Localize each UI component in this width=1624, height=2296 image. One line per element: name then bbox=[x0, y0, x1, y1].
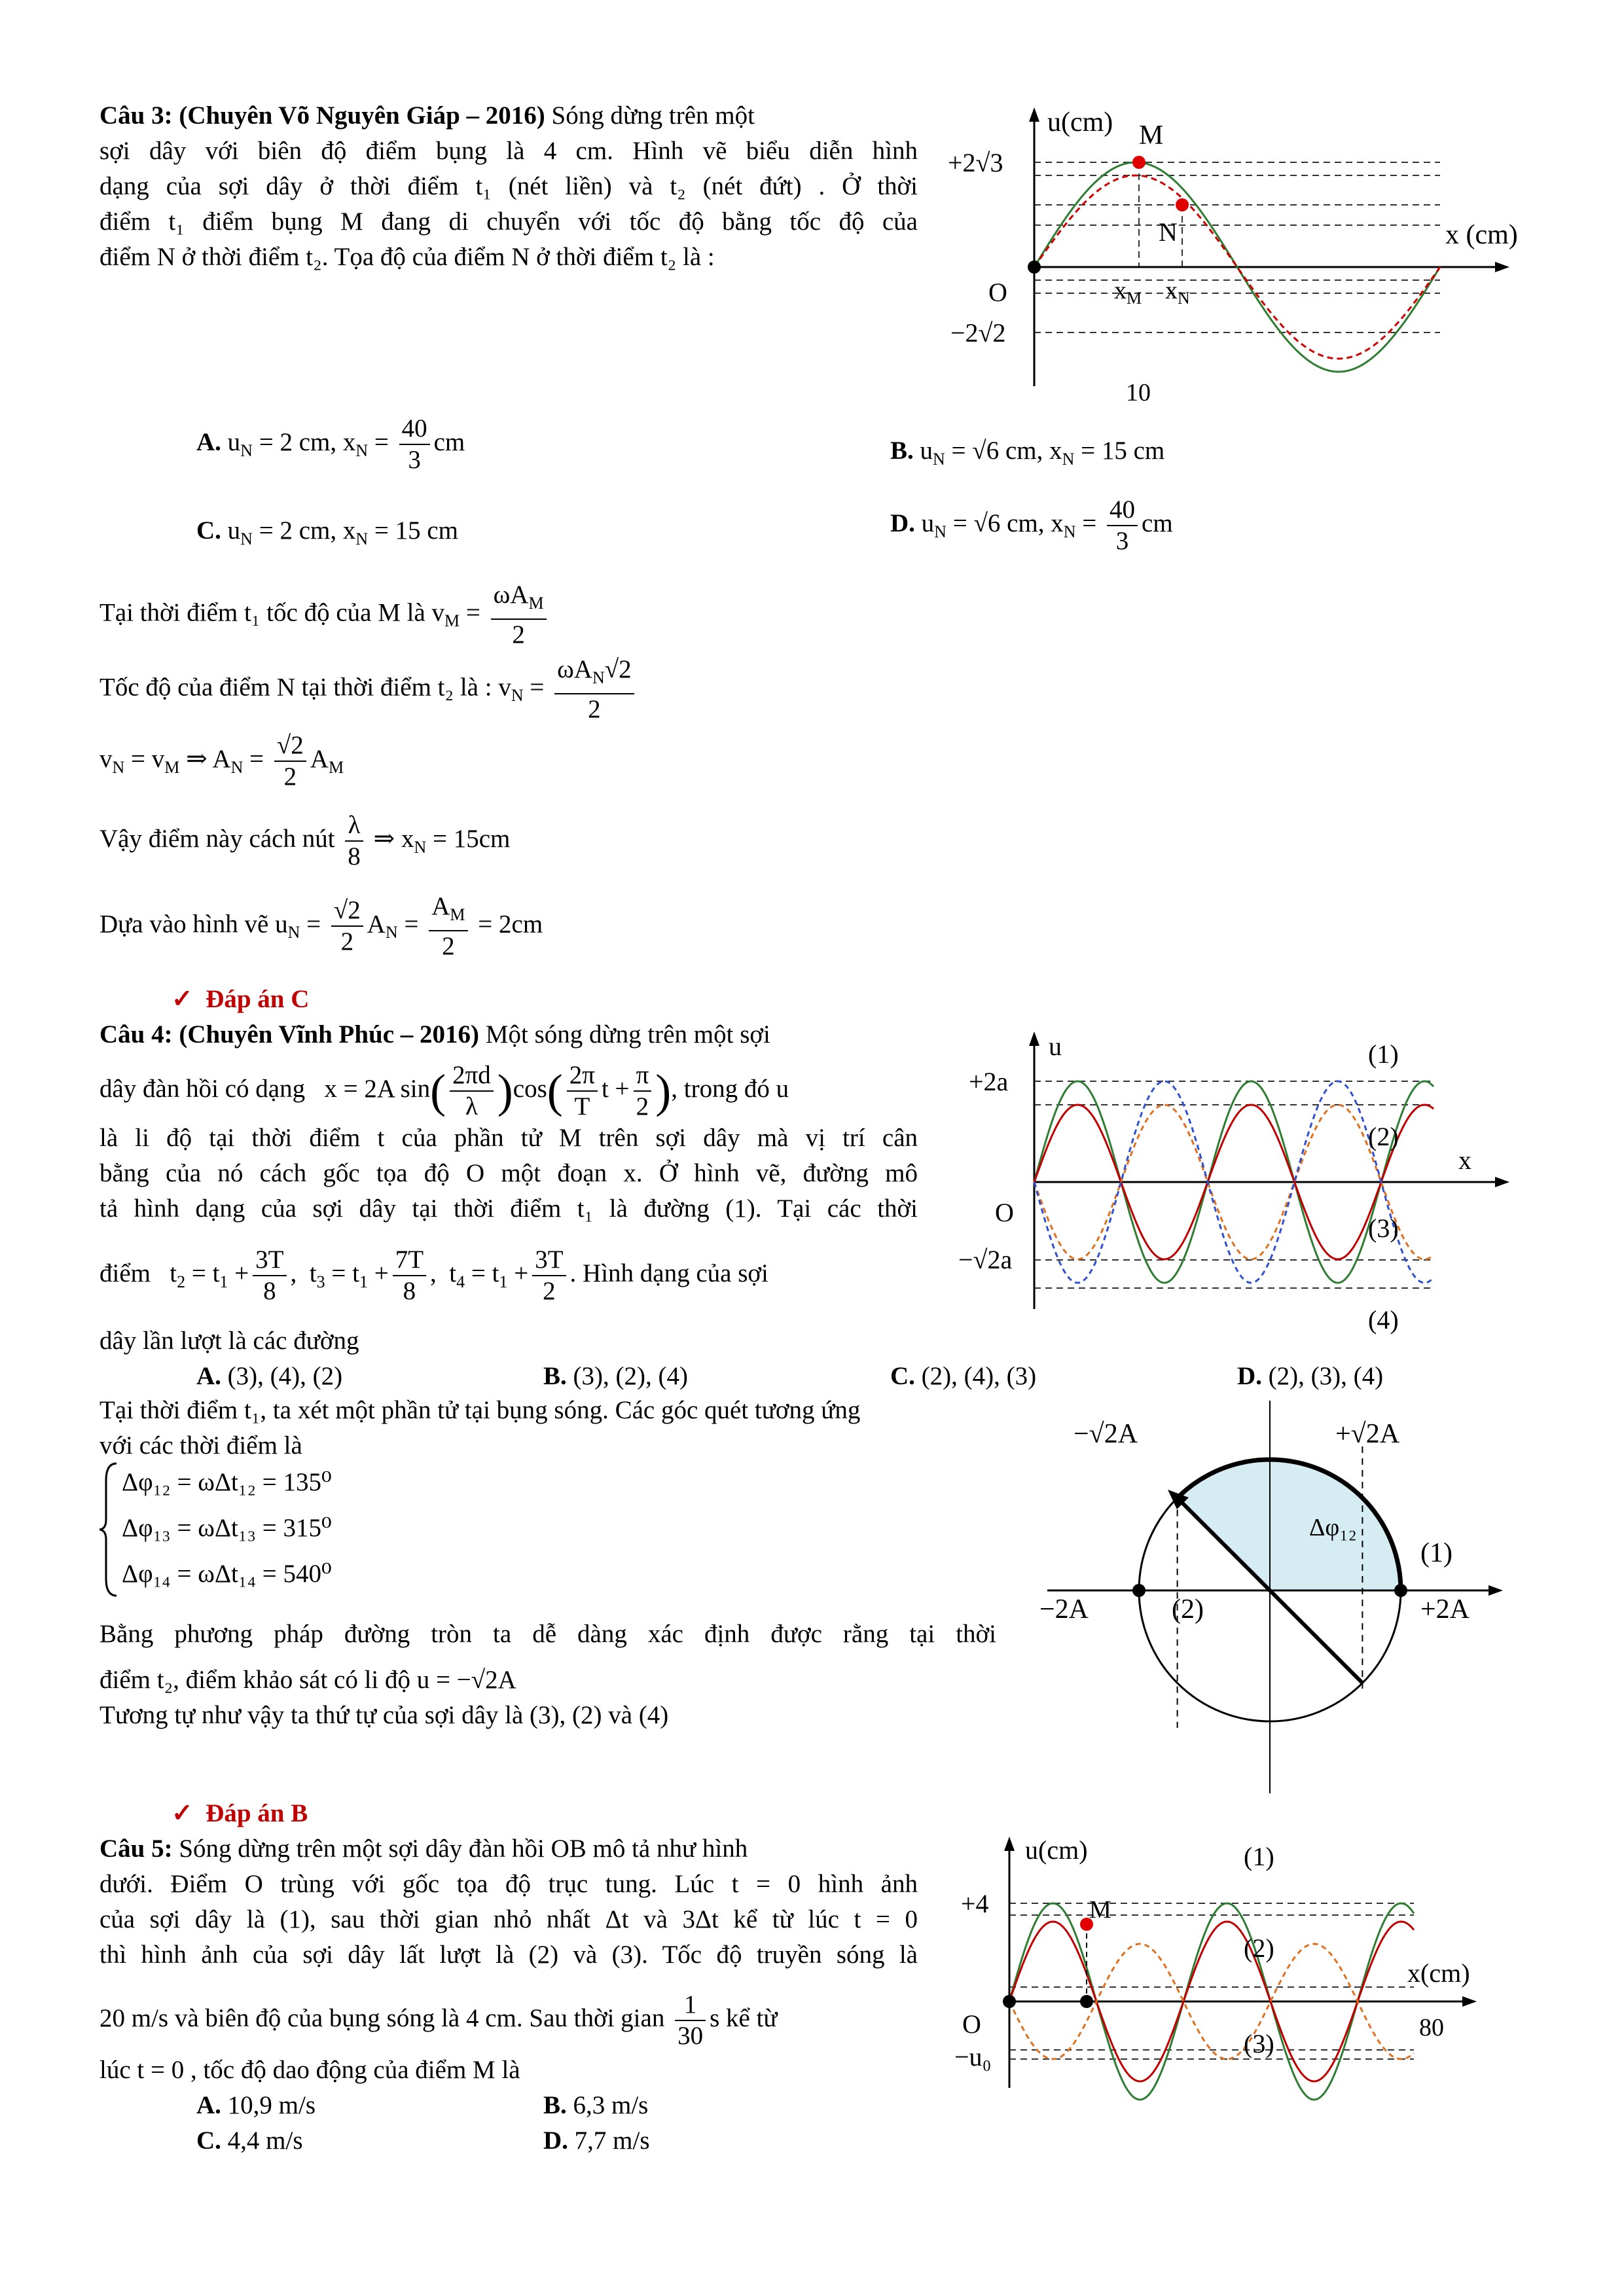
q5-m-label: M bbox=[1089, 1896, 1111, 1924]
q3-option-a[interactable]: A. $u_N = 2$ cm, $x_N$ = $\frac{40}{3}$ cm bbox=[196, 414, 465, 474]
q4-x-label: x bbox=[1458, 1145, 1471, 1175]
q3-m-label: M bbox=[1139, 120, 1164, 151]
q5-label-3: (3) bbox=[1244, 2029, 1274, 2058]
q3-sol-2: Tốc độ của điểm N tại thời điểm t₂ là : $v_N$ = $\frac{\omega A_N√2}{2}$ bbox=[99, 655, 638, 725]
q3-sol-4: Vậy điểm này cách nút $\frac{\lambda}{8}$ ⇒ $x_N = 15cm$ bbox=[99, 811, 511, 870]
q4-sol-2: với các thời điểm là bbox=[99, 1431, 302, 1460]
q4-label-4: (4) bbox=[1368, 1305, 1399, 1335]
q3-tick-10: 10 bbox=[1126, 379, 1151, 406]
q3-figure bbox=[943, 98, 1584, 412]
q4-system-eq-1: Δφ₁₂ = ωΔt₁₂ = 135⁰ bbox=[122, 1468, 332, 1496]
q4-line-6: điểm $t_2 = t_1$ + $\frac{3T}{8}$ , $t_3 = t_1$ + $\frac{7T}{8}$ , $t_4 = t_1$ + $\frac{3T}{2}$ . Hình dạng của sợi bbox=[99, 1246, 768, 1305]
q5-line-6: lúc t = 0 , tốc độ dao động của điểm M là bbox=[99, 2056, 520, 2084]
q3-point-m bbox=[1132, 156, 1146, 169]
q3-u-label: u(cm) bbox=[1047, 107, 1113, 137]
q5-option-d[interactable]: D. 7,7 m/s bbox=[543, 2126, 650, 2155]
q4-sol-1: Tại thời điểm t₁, ta xét một phần tử tại bụng sóng. Các góc quét tương ứng bbox=[99, 1396, 861, 1424]
q3-x-label: x (cm) bbox=[1445, 220, 1518, 250]
q4-heading: Câu 4: (Chuyên Vĩnh Phúc – 2016) bbox=[99, 1020, 480, 1049]
q3-xm-label: $x_M$ bbox=[1114, 277, 1142, 308]
q4-line-7: dây lần lượt là các đường bbox=[99, 1327, 359, 1355]
q3-line-4: điểm N ở thời điểm t₂. Tọa độ của điểm N ở thời điểm t₂ là : bbox=[99, 243, 715, 271]
q3-n-label: N bbox=[1159, 217, 1178, 247]
q4-circle-right-top: +√2A bbox=[1335, 1419, 1400, 1449]
q5-tick-80: 80 bbox=[1419, 2014, 1444, 2041]
q4-label-3: (3) bbox=[1368, 1213, 1399, 1243]
q3-sol-3: $v_N = v_M$ ⇒ $A_N$ = $\frac{√2}{2}$ $A_M$ bbox=[99, 731, 344, 791]
q4-circle-right: +2A bbox=[1420, 1594, 1470, 1624]
q5-x-label: x(cm) bbox=[1407, 1958, 1470, 1988]
q4-system-eq-2: Δφ₁₃ = ωΔt₁₃ = 315⁰ bbox=[122, 1514, 332, 1542]
q3-option-d[interactable]: D. $u_N = √6$ cm, $x_N$ = $\frac{40}{3}$ cm bbox=[890, 495, 1173, 555]
q3-origin-dot bbox=[1028, 260, 1041, 274]
q5-bottom-label: −u₀ bbox=[954, 2042, 992, 2072]
q4-line-2: dây đàn hồi có dạng x = 2A sin( $\frac{2\pi d}{\lambda}$ )cos( $\frac{2\pi}{T}$ t + $\frac{\pi}{2}$ ), trong đó u bbox=[99, 1061, 789, 1121]
q3-line-0: Sóng dừng trên một bbox=[551, 101, 755, 130]
q5-o-label: O bbox=[962, 2009, 981, 2039]
q3-line-1: sợi dây với biên độ điểm bụng là 4 cm. Hình vẽ biểu diễn hình bbox=[99, 137, 918, 165]
q5-u-label: u(cm) bbox=[1025, 1835, 1088, 1865]
q5-option-a[interactable]: A. 10,9 m/s bbox=[196, 2091, 316, 2119]
q5-line-3: của sợi dây là (1), sau thời gian nhỏ nhất Δt và 3Δt kể từ lúc t = 0 bbox=[99, 1905, 918, 1933]
q3-xn-label: $x_N$ bbox=[1165, 277, 1190, 308]
q5-line-4: thì hình ảnh của sợi dây lất lượt là (2) và (3). Tốc độ truyền sóng là bbox=[99, 1941, 918, 1969]
q5-line-2: dưới. Điểm O trùng với gốc tọa độ trục tung. Lúc t = 0 hình ảnh bbox=[99, 1870, 918, 1898]
q4-option-d[interactable]: D. (2), (3), (4) bbox=[1237, 1362, 1384, 1390]
q3-option-c[interactable]: C. $u_N = 2$ cm, $x_N = 15$ cm bbox=[196, 516, 459, 548]
q3-point-n bbox=[1176, 198, 1189, 211]
q3-o-label: O bbox=[988, 278, 1007, 307]
q3-heading-line bbox=[99, 98, 755, 134]
q5-option-c[interactable]: C. 4,4 m/s bbox=[196, 2126, 303, 2155]
q4-option-c[interactable]: C. (2), (4), (3) bbox=[890, 1362, 1037, 1390]
q3-line-2: dạng của sợi dây ở thời điểm t₁ (nét liền) và t₂ (nét đứt) . Ở thời bbox=[99, 172, 918, 200]
q4-label-1: (1) bbox=[1368, 1039, 1399, 1069]
q4-label-2: (2) bbox=[1368, 1122, 1399, 1151]
q4-u-label: u bbox=[1049, 1031, 1062, 1061]
q4-bottom-label: −√2a bbox=[958, 1245, 1013, 1274]
q5-line-5: 20 m/s và biên độ của bụng sóng là 4 cm. Sau thời gian $\frac{1}{30}$ s kể từ bbox=[99, 1990, 778, 2050]
q4-option-a[interactable]: A. (3), (4), (2) bbox=[196, 1362, 343, 1390]
q5-label-1: (1) bbox=[1244, 1842, 1274, 1871]
q5-label-2: (2) bbox=[1244, 1933, 1274, 1963]
q4-answer: ✓ Đáp án B bbox=[171, 1799, 308, 1827]
q4-circle-phi: Δφ₁₂ bbox=[1309, 1514, 1357, 1541]
q5-top-label: +4 bbox=[961, 1889, 989, 1918]
q4-circle-l2: (2) bbox=[1172, 1594, 1204, 1624]
q5-heading: Câu 5: bbox=[99, 1835, 173, 1863]
q4-wave-figure bbox=[949, 1021, 1525, 1348]
q4-option-b[interactable]: B. (3), (2), (4) bbox=[543, 1362, 688, 1390]
q4-circle-figure bbox=[1034, 1401, 1506, 1793]
q3-top-label: +2√3 bbox=[948, 148, 1003, 177]
q4-line-5: tả hình dạng của sợi dây tại thời điểm t₁ là đường (1). Tại các thời bbox=[99, 1194, 918, 1223]
q4-line-4: bằng của nó cách gốc tọa độ O một đoạn x. Ở hình vẽ, đường mô bbox=[99, 1159, 918, 1187]
q5-option-b[interactable]: B. 6,3 m/s bbox=[543, 2091, 649, 2119]
q3-bottom-label: −2√2 bbox=[950, 318, 1006, 348]
q3-option-b[interactable]: B. $u_N = √6$ cm, $x_N = 15$ cm bbox=[890, 437, 1165, 469]
q4-heading-line: Câu 4: (Chuyên Vĩnh Phúc – 2016) Một sóng dừng trên một sợi bbox=[99, 1020, 770, 1049]
q3-heading: Câu 3: (Chuyên Võ Nguyên Giáp – 2016) bbox=[99, 101, 545, 130]
q4-circle-l1: (1) bbox=[1420, 1538, 1453, 1568]
q3-sol-1: Tại thời điểm t₁ tốc độ của M là $v_M$ = $\frac{\omega A_M}{2}$ bbox=[99, 580, 550, 650]
q3-sol-5: Dựa vào hình vẽ $u_N$ = $\frac{√2}{2}$ $A_N$ = $\frac{A_M}{2}$ = 2cm bbox=[99, 892, 543, 960]
q4-top-label: +2a bbox=[969, 1067, 1009, 1096]
q4-sol-4: điểm t₂, điểm khảo sát có li độ u = −√2A bbox=[99, 1666, 516, 1694]
q3-answer: ✓ Đáp án C bbox=[171, 985, 310, 1013]
q4-o-label: O bbox=[995, 1198, 1014, 1227]
q5-heading-line: Câu 5: Sóng dừng trên một sợi dây đàn hồi OB mô tả như hình bbox=[99, 1835, 748, 1863]
q4-sol-5: Tương tự như vậy ta thứ tự của sợi dây là (3), (2) và (4) bbox=[99, 1701, 669, 1729]
q4-circle-left-top: −√2A bbox=[1074, 1419, 1138, 1449]
q3-line-3: điểm t₁ điểm bụng M đang di chuyển với tốc độ bằng tốc độ của bbox=[99, 207, 918, 236]
q4-circle-left: −2A bbox=[1039, 1594, 1089, 1624]
q4-line-3: là li độ tại thời điểm t của phần tử M trên sợi dây mà vị trí cân bbox=[99, 1124, 918, 1152]
q4-system-eq-3: Δφ₁₄ = ωΔt₁₄ = 540⁰ bbox=[122, 1560, 332, 1588]
q4-sol-3: Bằng phương pháp đường tròn ta dễ dàng xác định được rằng tại thời bbox=[99, 1620, 996, 1648]
q5-figure bbox=[943, 1826, 1584, 2101]
